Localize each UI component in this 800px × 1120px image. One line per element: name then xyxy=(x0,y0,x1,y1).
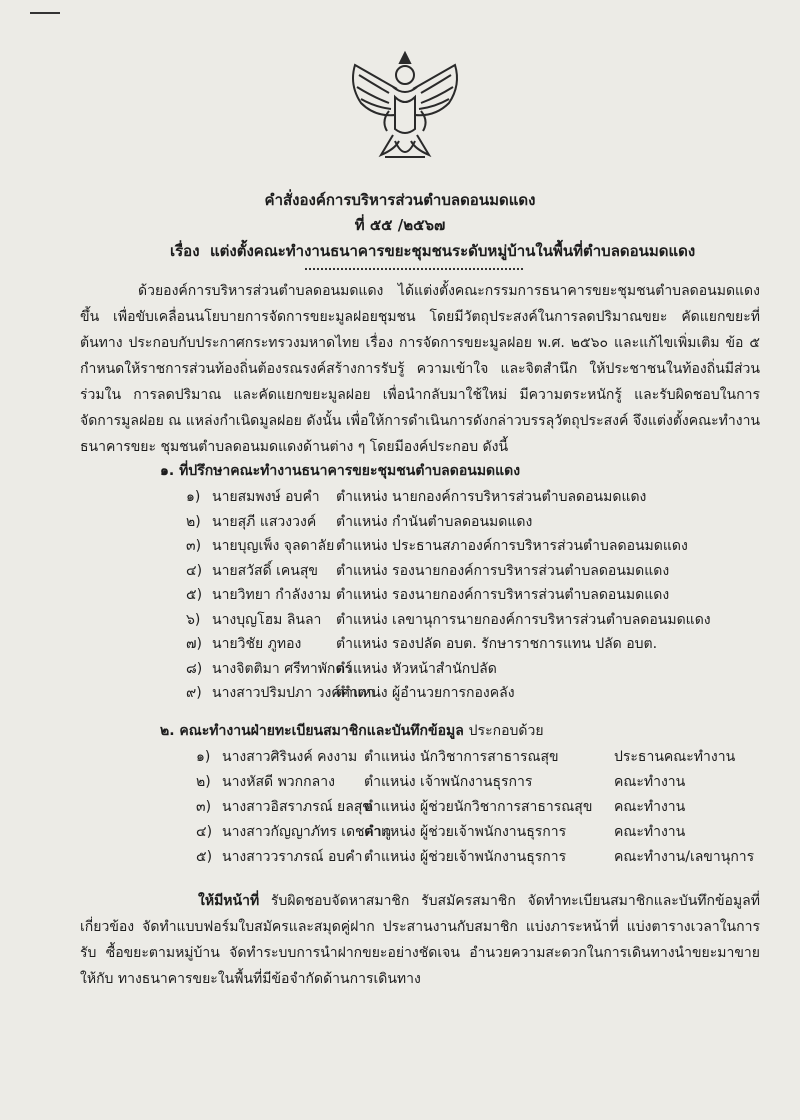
member-number: ๓) xyxy=(186,538,202,554)
member-number: ๕) xyxy=(186,587,203,603)
section2-title-bold: ๒. คณะทำงานฝ่ายทะเบียนสมาชิกและบันทึกข้อมูล xyxy=(160,723,464,739)
member-number: ๔) xyxy=(186,562,203,579)
member-row xyxy=(186,609,766,629)
member-role: ประธานคณะทำงาน xyxy=(614,749,736,765)
corner-mark xyxy=(30,12,60,14)
dotted-divider xyxy=(305,268,523,270)
member-name: นายบุญเพ็ง จุลดาลัย xyxy=(212,538,335,554)
member-position: ตำแหน่ง หัวหน้าสำนักปลัด xyxy=(336,660,497,677)
member-position: ตำแหน่ง ผู้ช่วยเจ้าพนักงานธุรการ xyxy=(364,824,567,840)
member-row xyxy=(186,682,766,702)
member-row xyxy=(196,746,766,766)
member-name: นายวิทยา กำลังงาม xyxy=(212,587,331,603)
member-position: ตำแหน่ง ผู้ช่วยนักวิชาการสาธารณสุข xyxy=(364,799,593,815)
member-name: นางสาววราภรณ์ อบคำ xyxy=(222,849,363,865)
duty-text: รับผิดชอบจัดหาสมาชิก รับสมัครสมาชิก จัดทำทะเบียนสมาชิกและบันทึกข้อมูลที่ เกี่ยวข้อง จัดทำแบบฟอร์มใบสมัครและสมุดคู่ฝาก ประสานงานกับสมาชิก แบ่งภาระหน้าที่ แบ่งตารางเวลาในการรับ ซื้อขยะตามหมู่บ้าน จัดทำระบบการนำฝากขยะอย่างชัดเจน อำนวยความสะดวกในการเดินทางนำขยะมาขายให้กับ ทางธนาคารขยะในพื้นที่มีข้อจำกัดด้านการเดินทาง xyxy=(80,893,760,987)
garuda-emblem-icon xyxy=(345,45,465,167)
member-number: ๔) xyxy=(196,824,213,840)
member-position: ตำแหน่ง ประธานสภาองค์การบริหารส่วนตำบลดอนมดแดง xyxy=(336,538,688,554)
member-position: ตำแหน่ง เลขานุการนายกองค์การบริหารส่วนตำบลดอนมดแดง xyxy=(336,611,711,628)
member-name: นางบุญโฮม ลินลา xyxy=(212,611,322,628)
section1-title: ๑. ที่ปรึกษาคณะทำงานธนาคารขยะชุมชนตำบลดอนมดแดง xyxy=(160,463,521,479)
subject-text: แต่งตั้งคณะทำงานธนาคารขยะชุมชนระดับหมู่บ้านในพื้นที่ตำบลดอนมดแดง xyxy=(209,242,696,260)
member-position: ตำแหน่ง ผู้ช่วยเจ้าพนักงานธุรการ xyxy=(364,849,567,865)
member-number: ๕) xyxy=(196,849,213,865)
member-row xyxy=(196,771,766,791)
member-row xyxy=(186,633,766,653)
member-name: นายสมพงษ์ อบคำ xyxy=(212,489,320,505)
intro-paragraph: ด้วยองค์การบริหารส่วนตำบลดอนมดแดง ได้แต่งตั้งคณะกรรมการธนาคารขยะชุมชนตำบลดอนมดแดงขึ้น เพื่อขับเคลื่อนนโยบายการจัดการขยะมูลฝอยชุมชน โดยมีวัตถุประสงค์ในการลดปริมาณขยะ คัดแยกขยะที่ต้นทาง ประกอบกับประกาศกระทรวงมหาดไทย เรื่อง การจัดการขยะมูลฝอย พ.ศ. ๒๕๖๐ และแก้ไขเพิ่มเติม ข้อ ๕ กำหนดให้ราชการส่วนท้องถิ่นต้องรณรงค์สร้างการรับรู้ ความเข้าใจ และจิตสำนึก ให้ประชาชนในท้องถิ่นมีส่วนร่วมใน การลดปริมาณ และคัดแยกขยะมูลฝอย เพื่อนำกลับมาใช้ใหม่ มีความตระหนักรู้ และรับผิดชอบในการจัดการมูลฝอย ณ แหล่งกำเนิดมูลฝอย ดังนั้น เพื่อให้การดำเนินการดังกล่าวบรรลุวัตถุประสงค์ จึงแต่งตั้งคณะทำงานธนาคารขยะ ชุมชนตำบลดอนมดแดงด้านต่าง ๆ โดยมีองค์ประกอบ ดังนี้ xyxy=(80,283,760,455)
member-position: ตำแหน่ง รองนายกองค์การบริหารส่วนตำบลดอนมดแดง xyxy=(336,562,670,579)
order-subject xyxy=(170,239,730,263)
member-role: คณะทำงาน xyxy=(614,774,686,790)
member-row xyxy=(196,821,766,841)
member-number: ๘) xyxy=(186,660,203,677)
member-name: นายวิชัย ภูทอง xyxy=(212,636,302,652)
subject-label: เรื่อง xyxy=(170,242,200,260)
member-position: ตำแหน่ง รองปลัด อบต. รักษาราชการแทน ปลัด อบต. xyxy=(336,636,658,652)
member-name: นายสวัสดิ์ เคนสุข xyxy=(212,562,318,579)
section2-title xyxy=(160,720,544,742)
member-position: ตำแหน่ง เจ้าพนักงานธุรการ xyxy=(364,774,533,790)
member-row xyxy=(186,560,766,580)
duty-label: ให้มีหน้าที่ xyxy=(198,893,260,909)
member-number: ๒) xyxy=(186,513,201,530)
member-name: นางสาวกัญญาภัทร เดชคำภู xyxy=(222,824,391,840)
member-name: นางสาวปริมปภา วงค์คำตา xyxy=(212,685,375,701)
member-number: ๙) xyxy=(186,685,202,701)
member-row xyxy=(196,846,766,866)
member-role: คณะทำงาน xyxy=(614,799,686,815)
order-number: ที่ ๕๕ /๒๕๖๗ xyxy=(354,216,446,234)
member-number: ๓) xyxy=(196,799,212,815)
member-number: ๑) xyxy=(186,489,201,505)
member-number: ๖) xyxy=(186,611,201,628)
member-row xyxy=(186,584,766,604)
member-role: คณะทำงาน xyxy=(614,824,686,840)
duty-paragraph xyxy=(80,888,760,992)
member-name: นางหัสดี พวกกลาง xyxy=(222,774,335,790)
member-name: นางสาวศิรินงค์ คงงาม xyxy=(222,749,358,765)
member-position: ตำแหน่ง กำนันตำบลดอนมดแดง xyxy=(336,513,533,530)
member-number: ๗) xyxy=(186,636,202,652)
member-name: นางสาวอิสราภรณ์ ยลสุข xyxy=(222,799,372,815)
member-row xyxy=(196,796,766,816)
member-position: ตำแหน่ง ผู้อำนวยการกองคลัง xyxy=(336,685,515,701)
member-row xyxy=(186,486,766,506)
member-row xyxy=(186,511,766,531)
member-position: ตำแหน่ง นายกองค์การบริหารส่วนตำบลดอนมดแดง xyxy=(336,489,647,505)
section2-title-rest: ประกอบด้วย xyxy=(468,723,544,739)
member-row xyxy=(186,535,766,555)
member-position: ตำแหน่ง รองนายกองค์การบริหารส่วนตำบลดอนมดแดง xyxy=(336,587,670,603)
member-position: ตำแหน่ง นักวิชาการสาธารณสุข xyxy=(364,749,559,765)
member-name: นายสุภี แสวงวงค์ xyxy=(212,513,317,530)
member-number: ๒) xyxy=(196,774,211,790)
member-name: นางจิตติมา ศรีทาพักตร์ xyxy=(212,660,353,677)
order-title: คำสั่งองค์การบริหารส่วนตำบลดอนมดแดง xyxy=(264,191,536,209)
member-number: ๑) xyxy=(196,749,211,765)
member-role: คณะทำงาน/เลขานุการ xyxy=(614,849,755,865)
member-row xyxy=(186,658,766,678)
